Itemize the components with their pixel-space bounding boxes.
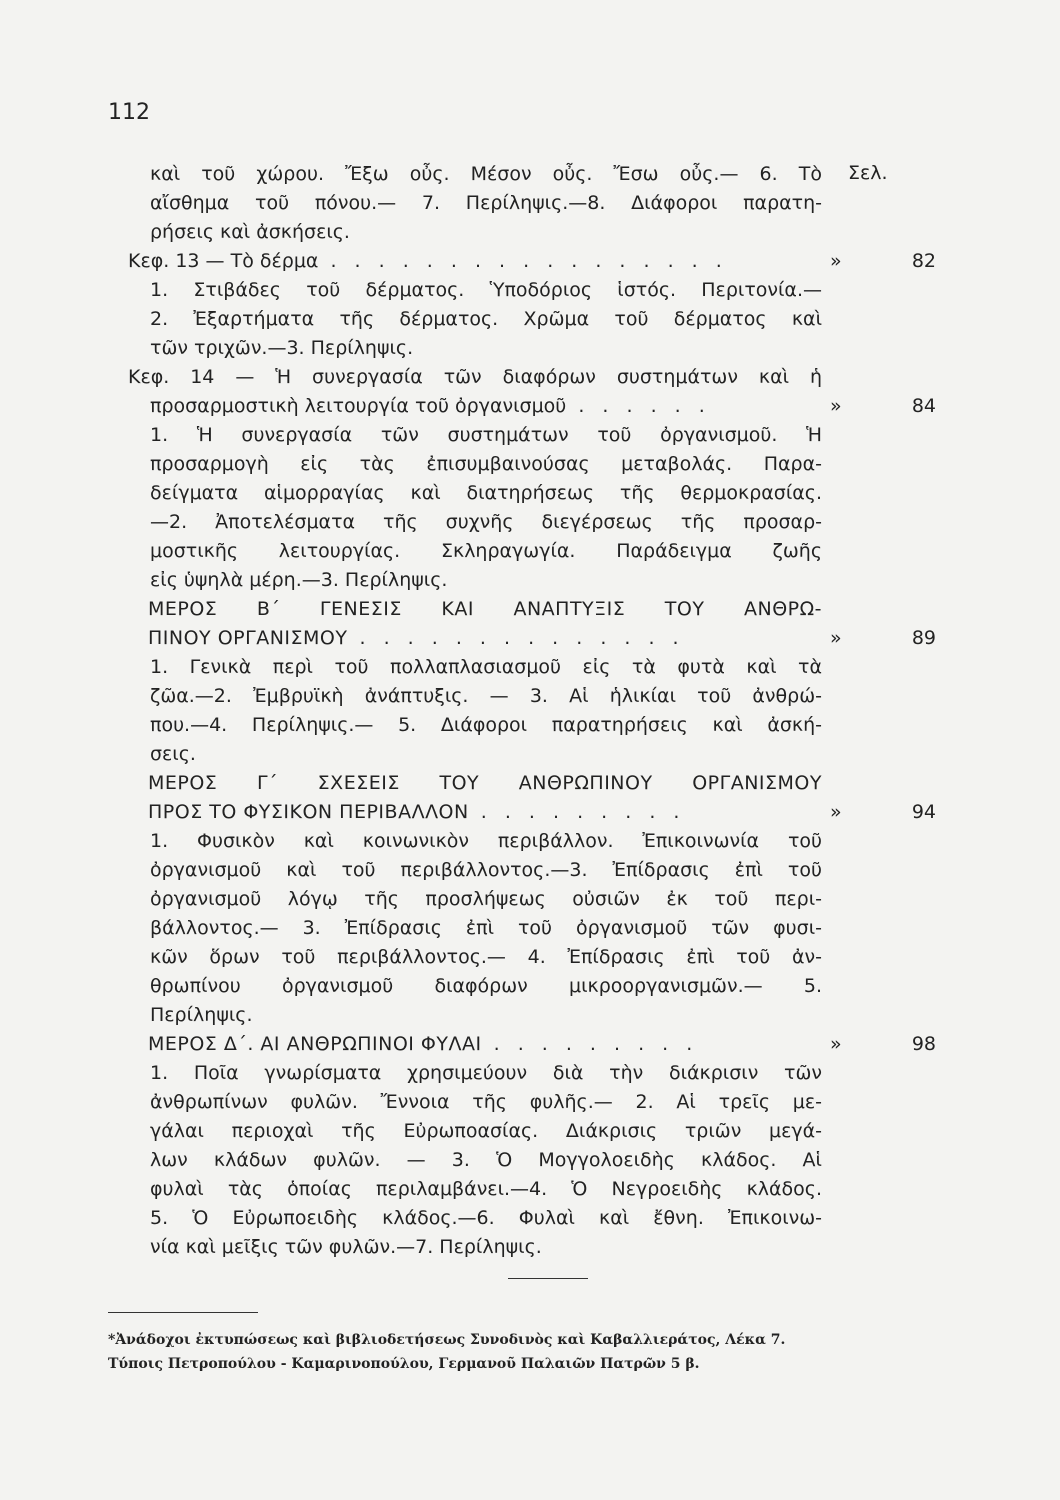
toc-line: θρωπίνου ὀργανισμοῦ διαφόρων μικροοργανισμῶν.— 5. bbox=[150, 975, 822, 997]
toc-line: αἴσθημα τοῦ πόνου.— 7. Περίληψις.—8. Διάφοροι παρατη- bbox=[150, 192, 822, 214]
toc-line: ὀργανισμοῦ λόγῳ τῆς προσλήψεως οὐσιῶν ἐκ τοῦ περι- bbox=[150, 888, 822, 910]
toc-line: 1. Γενικὰ περὶ τοῦ πολλαπλασιασμοῦ εἰς τὰ φυτὰ καὶ τὰ bbox=[150, 656, 822, 678]
toc-leader-dots: . . . . . . . . . bbox=[481, 1033, 699, 1055]
toc-line: που.—4. Περίληψις.— 5. Διάφοροι παρατηρήσεις καὶ ἀσκή- bbox=[150, 714, 822, 736]
toc-line: γάλαι περιοχαὶ τῆς Εὐρωποασίας. Διάκρισις τριῶν μεγά- bbox=[150, 1120, 822, 1142]
toc-line: εἰς ὑψηλὰ μέρη.—3. Περίληψις. bbox=[150, 569, 448, 591]
page-ref-number: 84 bbox=[911, 395, 936, 417]
toc-entry-title: Κεφ. 13 — Τὸ δέρμα bbox=[128, 250, 319, 272]
toc-leader-dots: . . . . . . bbox=[566, 395, 711, 417]
footnote-line: *Ἀνάδοχοι ἐκτυπώσεως καὶ βιβλιοδετήσεως Συνοδινὸς καὶ Καβαλλιεράτος, Λέκα 7. bbox=[108, 1332, 786, 1348]
section-divider bbox=[508, 1278, 588, 1279]
page-ref-number: 89 bbox=[911, 627, 936, 649]
toc-line: 1. Ποῖα γνωρίσματα χρησιμεύουν διὰ τὴν διάκρισιν τῶν bbox=[150, 1062, 822, 1084]
toc-line: νία καὶ μεῖξις τῶν φυλῶν.—7. Περίληψις. bbox=[150, 1236, 542, 1258]
page-number: 112 bbox=[108, 100, 150, 125]
toc-line: φυλαὶ τὰς ὁποίας περιλαμβάνει.—4. Ὁ Νεγροειδὴς κλάδος. bbox=[150, 1178, 822, 1200]
toc-line: Περίληψις. bbox=[150, 1004, 253, 1026]
toc-leader-dots: . . . . . . . . . . . . . . bbox=[347, 627, 685, 649]
page-ref-number: 98 bbox=[911, 1033, 936, 1055]
ditto-mark: » bbox=[830, 801, 842, 823]
toc-line: 2. Ἐξαρτήματα τῆς δέρματος. Χρῶμα τοῦ δέρματος καὶ bbox=[150, 308, 822, 330]
toc-line: ὀργανισμοῦ καὶ τοῦ περιβάλλοντος.—3. Ἐπίδρασις ἐπὶ τοῦ bbox=[150, 859, 822, 881]
footnote-rule bbox=[108, 1312, 258, 1313]
toc-line: βάλλοντος.— 3. Ἐπίδρασις ἐπὶ τοῦ ὀργανισμοῦ τῶν φυσι- bbox=[150, 917, 822, 939]
toc-part-heading: ΜΕΡΟΣ Β΄ ΓΕΝΕΣΙΣ ΚΑΙ ΑΝΑΠΤΥΞΙΣ ΤΟΥ ΑΝΘΡΩ- bbox=[148, 598, 822, 620]
toc-part-heading bbox=[148, 800, 822, 824]
toc-line: λων κλάδων φυλῶν. — 3. Ὁ Μογγολοειδὴς κλάδος. Αἱ bbox=[150, 1149, 822, 1171]
toc-line: —2. Ἀποτελέσματα τῆς συχνῆς διεγέρσεως τῆς προσαρ- bbox=[150, 511, 822, 533]
toc-leader-dots: . . . . . . . . . . . . . . . . . bbox=[318, 250, 728, 272]
toc-chapter-heading bbox=[150, 394, 822, 418]
toc-chapter-heading bbox=[128, 249, 822, 273]
ditto-mark: » bbox=[830, 395, 842, 417]
toc-leader-dots: . . . . . . . . . bbox=[468, 801, 686, 823]
toc-line: 1. Στιβάδες τοῦ δέρματος. Ὑποδόριος ἱστός. Περιτονία.— bbox=[150, 279, 822, 301]
footnote-line: Τύποις Πετροπούλου - Καμαρινοπούλου, Γερμανοῦ Παλαιῶν Πατρῶν 5 β. bbox=[108, 1356, 700, 1372]
toc-part-heading bbox=[148, 1032, 822, 1056]
toc-entry-title: ΠΡΟΣ ΤΟ ΦΥΣΙΚΟΝ ΠΕΡΙΒΑΛΛΟΝ bbox=[148, 801, 469, 823]
toc-entry-title: προσαρμοστικὴ λειτουργία τοῦ ὀργανισμοῦ bbox=[150, 395, 567, 417]
toc-line: κῶν ὅρων τοῦ περιβάλλοντος.— 4. Ἐπίδρασις ἐπὶ τοῦ ἀν- bbox=[150, 946, 822, 968]
ditto-mark: » bbox=[830, 250, 842, 272]
ditto-mark: » bbox=[830, 1033, 842, 1055]
toc-line: 5. Ὁ Εὐρωποειδὴς κλάδος.—6. Φυλαὶ καὶ ἔθνη. Ἐπικοινω- bbox=[150, 1207, 822, 1229]
toc-chapter-heading: Κεφ. 14 — Ἡ συνεργασία τῶν διαφόρων συστημάτων καὶ ἡ bbox=[128, 366, 822, 388]
toc-line: μοστικῆς λειτουργίας. Σκληραγωγία. Παράδειγμα ζωῆς bbox=[150, 540, 822, 562]
toc-line: τῶν τριχῶν.—3. Περίληψις. bbox=[150, 337, 414, 359]
toc-part-heading bbox=[148, 626, 822, 650]
toc-line: ρήσεις καὶ ἀσκήσεις. bbox=[150, 221, 350, 243]
toc-line: ἀνθρωπίνων φυλῶν. Ἔννοια τῆς φυλῆς.— 2. Αἱ τρεῖς με- bbox=[150, 1091, 822, 1113]
page-ref-number: 82 bbox=[911, 250, 936, 272]
toc-line: σεις. bbox=[150, 743, 196, 765]
toc-line: προσαρμογὴ εἰς τὰς ἐπισυμβαινούσας μεταβολάς. Παρα- bbox=[150, 453, 822, 475]
ditto-mark: » bbox=[830, 627, 842, 649]
toc-line: ζῶα.—2. Ἐμβρυϊκὴ ἀνάπτυξις. — 3. Αἱ ἡλικίαι τοῦ ἀνθρώ- bbox=[150, 685, 822, 707]
toc-line: 1. Φυσικὸν καὶ κοινωνικὸν περιβάλλον. Ἐπικοινωνία τοῦ bbox=[150, 830, 822, 852]
toc-part-heading: ΜΕΡΟΣ Γ΄ ΣΧΕΣΕΙΣ ΤΟΥ ΑΝΘΡΩΠΙΝΟΥ ΟΡΓΑΝΙΣΜΟΥ bbox=[148, 772, 822, 794]
toc-entry-title: ΠΙΝΟΥ ΟΡΓΑΝΙΣΜΟΥ bbox=[148, 627, 348, 649]
page-column-label: Σελ. bbox=[848, 162, 888, 184]
toc-line: δείγματα αἱμορραγίας καὶ διατηρήσεως τῆς θερμοκρασίας. bbox=[150, 482, 822, 504]
page-ref-number: 94 bbox=[911, 801, 936, 823]
toc-line: 1. Ἡ συνεργασία τῶν συστημάτων τοῦ ὀργανισμοῦ. Ἡ bbox=[150, 424, 822, 446]
toc-line: καὶ τοῦ χώρου. Ἔξω οὖς. Μέσον οὖς. Ἔσω οὖς.— 6. Τὸ bbox=[150, 163, 822, 185]
toc-entry-title: ΜΕΡΟΣ Δ΄. ΑΙ ΑΝΘΡΩΠΙΝΟΙ ΦΥΛΑΙ bbox=[148, 1033, 482, 1055]
